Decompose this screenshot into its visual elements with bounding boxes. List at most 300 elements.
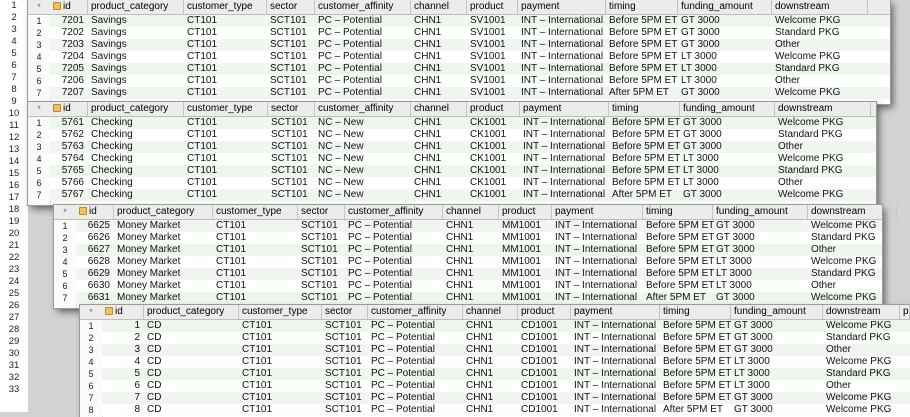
cell-payment[interactable]: INT – International	[523, 153, 606, 164]
cell-downstream[interactable]: Welcome PKG	[826, 404, 892, 415]
column-header-payment[interactable]	[552, 205, 643, 219]
row-index[interactable]: 4	[62, 257, 68, 267]
cell-downstream[interactable]: Other	[778, 141, 804, 152]
table-row[interactable]	[102, 356, 910, 368]
column-header-channel[interactable]	[463, 305, 518, 319]
cell-downstream[interactable]: Other	[811, 244, 837, 255]
cell-product[interactable]: MM1001	[502, 220, 541, 231]
cell-customer-affinity[interactable]: PC – Potential	[371, 320, 435, 331]
cell-customer-affinity[interactable]: PC – Potential	[318, 15, 382, 26]
cell-id[interactable]: 3	[134, 344, 140, 355]
cell-customer-affinity[interactable]: PC – Potential	[348, 244, 412, 255]
cell-product-category[interactable]: Money Market	[117, 268, 181, 279]
cell-funding-amount[interactable]: GT 3000	[734, 392, 773, 403]
cell-funding-amount[interactable]: GT 3000	[683, 117, 722, 128]
cell-timing[interactable]: Before 5PM ET	[663, 356, 732, 367]
table-row[interactable]	[102, 344, 910, 356]
cell-funding-amount[interactable]: GT 3000	[716, 292, 755, 303]
cell-product[interactable]: CK1001	[470, 153, 507, 164]
cell-timing[interactable]: Before 5PM ET	[609, 63, 678, 74]
column-header-customer-type[interactable]	[239, 305, 322, 319]
cell-product-category[interactable]: Money Market	[117, 256, 181, 267]
cell-channel[interactable]: CHN1	[466, 368, 494, 379]
column-header-product-category[interactable]	[114, 205, 213, 219]
cell-sector[interactable]: SCT101	[270, 39, 307, 50]
row-index[interactable]: 6	[62, 281, 68, 291]
cell-channel[interactable]: CHN1	[414, 51, 442, 62]
cell-payment[interactable]: INT – International	[555, 220, 638, 231]
column-header-downstream[interactable]	[808, 205, 897, 219]
cell-payment[interactable]: INT – International	[574, 356, 657, 367]
column-header-customer-affinity[interactable]	[315, 0, 411, 14]
cell-channel[interactable]: CHN1	[446, 220, 474, 231]
cell-sector[interactable]: SCT101	[270, 87, 307, 98]
cell-channel[interactable]: CHN1	[414, 27, 442, 38]
cell-downstream[interactable]: Other	[826, 380, 852, 391]
cell-downstream[interactable]: Welcome PKG	[811, 256, 877, 267]
cell-customer-affinity[interactable]: NC – New	[318, 153, 364, 164]
cell-funding-amount[interactable]: GT 3000	[683, 141, 722, 152]
cell-id[interactable]: 6631	[87, 292, 110, 303]
cell-timing[interactable]: Before 5PM ET	[646, 220, 715, 231]
cell-timing[interactable]: Before 5PM ET	[609, 15, 678, 26]
cell-funding-amount[interactable]: GT 3000	[716, 220, 755, 231]
cell-id[interactable]: 5	[134, 368, 140, 379]
column-header-funding-amount[interactable]	[731, 305, 823, 319]
table-row[interactable]	[50, 75, 890, 87]
cell-id[interactable]: 7	[134, 392, 140, 403]
column-header-downstream[interactable]	[772, 0, 868, 14]
column-header-product[interactable]	[467, 0, 518, 14]
cell-customer-type[interactable]: CT101	[187, 15, 218, 26]
column-header-channel[interactable]	[411, 0, 467, 14]
cell-product[interactable]: SV1001	[470, 15, 506, 26]
cell-id[interactable]: 2	[134, 332, 140, 343]
cell-id[interactable]: 5766	[61, 177, 84, 188]
cell-sector[interactable]: SCT101	[270, 63, 307, 74]
cell-product-category[interactable]: Money Market	[117, 220, 181, 231]
cell-product[interactable]: CD1001	[521, 380, 558, 391]
cell-timing[interactable]: Before 5PM ET	[609, 27, 678, 38]
cell-product-category[interactable]: Savings	[91, 75, 127, 86]
cell-product-category[interactable]: CD	[147, 404, 162, 415]
cell-customer-type[interactable]: CT101	[187, 189, 218, 200]
column-header-downstream[interactable]	[823, 305, 900, 319]
cell-id[interactable]: 6630	[87, 280, 110, 291]
cell-customer-affinity[interactable]: PC – Potential	[371, 356, 435, 367]
cell-timing[interactable]: Before 5PM ET	[646, 256, 715, 267]
column-header-downstream[interactable]	[775, 102, 871, 116]
cell-product-category[interactable]: CD	[147, 320, 162, 331]
cell-payment[interactable]: INT – International	[523, 189, 606, 200]
cell-product-category[interactable]: Money Market	[117, 244, 181, 255]
cell-customer-affinity[interactable]: PC – Potential	[371, 392, 435, 403]
cell-channel[interactable]: CHN1	[466, 332, 494, 343]
cell-id[interactable]: 7204	[61, 51, 84, 62]
cell-product-category[interactable]: Checking	[91, 165, 133, 176]
column-header-product[interactable]	[499, 205, 552, 219]
cell-timing[interactable]: Before 5PM ET	[663, 344, 732, 355]
cell-product[interactable]: SV1001	[470, 87, 506, 98]
cell-product-category[interactable]: Savings	[91, 87, 127, 98]
cell-funding-amount[interactable]: LT 3000	[716, 280, 752, 291]
cell-channel[interactable]: CHN1	[414, 75, 442, 86]
table-row[interactable]	[50, 117, 876, 129]
cell-timing[interactable]: Before 5PM ET	[612, 141, 681, 152]
cell-product[interactable]: CK1001	[470, 177, 507, 188]
cell-p[interactable]	[900, 344, 910, 356]
table-row[interactable]	[102, 332, 910, 344]
row-index[interactable]: 3	[62, 245, 68, 255]
cell-sector[interactable]: SCT101	[301, 256, 338, 267]
table-row[interactable]	[50, 87, 890, 99]
cell-timing[interactable]: Before 5PM ET	[646, 280, 715, 291]
cell-product[interactable]: MM1001	[502, 268, 541, 279]
cell-timing[interactable]: Before 5PM ET	[612, 117, 681, 128]
cell-channel[interactable]: CHN1	[414, 165, 442, 176]
cell-product[interactable]: MM1001	[502, 292, 541, 303]
cell-downstream[interactable]: Welcome PKG	[775, 87, 841, 98]
cell-downstream[interactable]: Welcome PKG	[775, 15, 841, 26]
cell-product[interactable]: CD1001	[521, 368, 558, 379]
cell-product-category[interactable]: Savings	[91, 27, 127, 38]
cell-timing[interactable]: Before 5PM ET	[612, 129, 681, 140]
cell-channel[interactable]: CHN1	[466, 320, 494, 331]
cell-timing[interactable]: Before 5PM ET	[663, 380, 732, 391]
cell-payment[interactable]: INT – International	[521, 27, 604, 38]
table-panel-money-market[interactable]	[54, 205, 882, 308]
cell-product-category[interactable]: Savings	[91, 39, 127, 50]
column-header-funding-amount[interactable]	[678, 0, 772, 14]
cell-funding-amount[interactable]: LT 3000	[683, 165, 719, 176]
cell-customer-affinity[interactable]: PC – Potential	[348, 292, 412, 303]
cell-customer-type[interactable]: CT101	[187, 165, 218, 176]
cell-product[interactable]: CK1001	[470, 141, 507, 152]
row-index[interactable]: 2	[88, 333, 94, 343]
table-row[interactable]	[76, 232, 882, 244]
row-index[interactable]: 2	[36, 130, 42, 140]
cell-sector[interactable]: SCT101	[325, 332, 362, 343]
cell-product-category[interactable]: Savings	[91, 63, 127, 74]
cell-timing[interactable]: Before 5PM ET	[609, 51, 678, 62]
cell-downstream[interactable]: Standard PKG	[778, 129, 843, 140]
table-row[interactable]	[50, 165, 876, 177]
cell-sector[interactable]: SCT101	[301, 292, 338, 303]
cell-product[interactable]: SV1001	[470, 63, 506, 74]
cell-funding-amount[interactable]: GT 3000	[683, 189, 722, 200]
cell-customer-affinity[interactable]: PC – Potential	[318, 63, 382, 74]
column-header-sector[interactable]	[267, 0, 315, 14]
cell-customer-affinity[interactable]: PC – Potential	[348, 232, 412, 243]
cell-payment[interactable]: INT – International	[521, 15, 604, 26]
cell-downstream[interactable]: Welcome PKG	[826, 356, 892, 367]
cell-funding-amount[interactable]: LT 3000	[734, 368, 770, 379]
column-header-timing[interactable]	[660, 305, 731, 319]
cell-id[interactable]: 5765	[61, 165, 84, 176]
row-index[interactable]: 1	[36, 118, 42, 128]
cell-product-category[interactable]: Money Market	[117, 292, 181, 303]
row-index[interactable]: 1	[62, 221, 68, 231]
row-index[interactable]: 5	[88, 369, 94, 379]
cell-customer-type[interactable]: CT101	[187, 87, 218, 98]
cell-customer-type[interactable]: CT101	[187, 141, 218, 152]
table-row[interactable]	[76, 256, 882, 268]
column-header-product-category[interactable]	[144, 305, 239, 319]
cell-sector[interactable]: SCT101	[271, 189, 308, 200]
cell-p[interactable]	[900, 368, 910, 380]
cell-customer-affinity[interactable]: NC – New	[318, 165, 364, 176]
cell-product-category[interactable]: CD	[147, 332, 162, 343]
cell-customer-type[interactable]: CT101	[216, 220, 247, 231]
cell-channel[interactable]: CHN1	[446, 232, 474, 243]
cell-channel[interactable]: CHN1	[446, 268, 474, 279]
table-row[interactable]	[76, 268, 882, 280]
cell-product[interactable]: MM1001	[502, 256, 541, 267]
column-header-product[interactable]	[467, 102, 520, 116]
cell-downstream[interactable]: Other	[778, 177, 804, 188]
table-row[interactable]	[102, 380, 910, 392]
cell-timing[interactable]: After 5PM ET	[663, 404, 724, 415]
cell-customer-type[interactable]: CT101	[242, 344, 273, 355]
cell-product[interactable]: SV1001	[470, 39, 506, 50]
cell-customer-affinity[interactable]: PC – Potential	[348, 280, 412, 291]
cell-payment[interactable]: INT – International	[574, 320, 657, 331]
cell-funding-amount[interactable]: LT 3000	[734, 356, 770, 367]
cell-channel[interactable]: CHN1	[414, 177, 442, 188]
cell-sector[interactable]: SCT101	[270, 15, 307, 26]
cell-channel[interactable]: CHN1	[466, 392, 494, 403]
cell-payment[interactable]: INT – International	[523, 177, 606, 188]
cell-product[interactable]: CD1001	[521, 404, 558, 415]
cell-funding-amount[interactable]: LT 3000	[681, 51, 717, 62]
column-header-customer-type[interactable]	[213, 205, 298, 219]
cell-customer-affinity[interactable]: NC – New	[318, 177, 364, 188]
cell-product[interactable]: CD1001	[521, 320, 558, 331]
cell-product[interactable]: SV1001	[470, 51, 506, 62]
cell-id[interactable]: 5764	[61, 153, 84, 164]
cell-customer-affinity[interactable]: NC – New	[318, 141, 364, 152]
cell-product-category[interactable]: Checking	[91, 129, 133, 140]
cell-customer-affinity[interactable]: PC – Potential	[371, 404, 435, 415]
cell-downstream[interactable]: Other	[826, 344, 852, 355]
cell-channel[interactable]: CHN1	[446, 280, 474, 291]
cell-funding-amount[interactable]: GT 3000	[734, 332, 773, 343]
cell-customer-type[interactable]: CT101	[242, 404, 273, 415]
cell-customer-affinity[interactable]: PC – Potential	[318, 39, 382, 50]
column-header-id[interactable]	[50, 102, 88, 116]
table-row[interactable]	[50, 189, 876, 201]
cell-funding-amount[interactable]: LT 3000	[683, 177, 719, 188]
cell-p[interactable]	[900, 392, 910, 404]
cell-funding-amount[interactable]: LT 3000	[734, 380, 770, 391]
cell-payment[interactable]: INT – International	[521, 51, 604, 62]
cell-downstream[interactable]: Standard PKG	[811, 232, 876, 243]
table-row[interactable]	[50, 129, 876, 141]
cell-customer-type[interactable]: CT101	[187, 63, 218, 74]
cell-id[interactable]: 6627	[87, 244, 110, 255]
column-header-customer-affinity[interactable]	[315, 102, 411, 116]
column-header-channel[interactable]	[443, 205, 499, 219]
cell-id[interactable]: 6629	[87, 268, 110, 279]
cell-downstream[interactable]: Welcome PKG	[778, 189, 844, 200]
cell-customer-affinity[interactable]: PC – Potential	[348, 268, 412, 279]
cell-product[interactable]: MM1001	[502, 244, 541, 255]
cell-timing[interactable]: Before 5PM ET	[646, 244, 715, 255]
cell-sector[interactable]: SCT101	[325, 392, 362, 403]
row-index[interactable]: 4	[36, 52, 42, 62]
row-index[interactable]: 4	[88, 357, 94, 367]
cell-sector[interactable]: SCT101	[325, 368, 362, 379]
cell-downstream[interactable]: Standard PKG	[778, 165, 843, 176]
cell-timing[interactable]: After 5PM ET	[646, 292, 707, 303]
cell-downstream[interactable]: Standard PKG	[826, 332, 891, 343]
row-index[interactable]: 6	[36, 178, 42, 188]
cell-downstream[interactable]: Other	[811, 280, 837, 291]
cell-product-category[interactable]: Checking	[91, 153, 133, 164]
cell-sector[interactable]: SCT101	[271, 129, 308, 140]
cell-id[interactable]: 7201	[61, 15, 84, 26]
cell-id[interactable]: 7206	[61, 75, 84, 86]
cell-timing[interactable]: Before 5PM ET	[612, 177, 681, 188]
cell-timing[interactable]: Before 5PM ET	[663, 320, 732, 331]
cell-payment[interactable]: INT – International	[555, 256, 638, 267]
cell-product-category[interactable]: Money Market	[117, 232, 181, 243]
row-index[interactable]: 3	[88, 345, 94, 355]
cell-customer-affinity[interactable]: PC – Potential	[371, 380, 435, 391]
cell-payment[interactable]: INT – International	[521, 75, 604, 86]
cell-customer-type[interactable]: CT101	[216, 292, 247, 303]
column-header-customer-type[interactable]	[184, 102, 268, 116]
cell-product-category[interactable]: Savings	[91, 51, 127, 62]
cell-sector[interactable]: SCT101	[271, 117, 308, 128]
cell-channel[interactable]: CHN1	[414, 63, 442, 74]
cell-product-category[interactable]: Checking	[91, 141, 133, 152]
cell-customer-affinity[interactable]: PC – Potential	[318, 51, 382, 62]
cell-channel[interactable]: CHN1	[414, 117, 442, 128]
column-header-payment[interactable]	[518, 0, 606, 14]
cell-timing[interactable]: Before 5PM ET	[663, 392, 732, 403]
column-header-sector[interactable]	[298, 205, 345, 219]
cell-p[interactable]	[900, 380, 910, 392]
cell-customer-type[interactable]: CT101	[187, 51, 218, 62]
cell-payment[interactable]: INT – International	[521, 63, 604, 74]
table-row[interactable]	[50, 63, 890, 75]
column-header-customer-affinity[interactable]	[368, 305, 463, 319]
cell-sector[interactable]: SCT101	[325, 356, 362, 367]
cell-customer-type[interactable]: CT101	[187, 75, 218, 86]
cell-timing[interactable]: Before 5PM ET	[646, 268, 715, 279]
cell-sector[interactable]: SCT101	[270, 75, 307, 86]
cell-funding-amount[interactable]: GT 3000	[734, 344, 773, 355]
cell-customer-type[interactable]: CT101	[242, 368, 273, 379]
cell-funding-amount[interactable]: GT 3000	[681, 27, 720, 38]
cell-customer-type[interactable]: CT101	[187, 117, 218, 128]
cell-customer-type[interactable]: CT101	[216, 256, 247, 267]
column-header-id[interactable]	[102, 305, 144, 319]
cell-channel[interactable]: CHN1	[466, 380, 494, 391]
column-header-id[interactable]	[50, 0, 88, 14]
cell-id[interactable]: 6	[134, 380, 140, 391]
row-index[interactable]: 5	[62, 269, 68, 279]
cell-sector[interactable]: SCT101	[325, 344, 362, 355]
column-header-sector[interactable]	[322, 305, 368, 319]
cell-customer-affinity[interactable]: PC – Potential	[348, 256, 412, 267]
table-row[interactable]	[76, 220, 882, 232]
cell-customer-type[interactable]: CT101	[187, 177, 218, 188]
cell-customer-affinity[interactable]: PC – Potential	[318, 27, 382, 38]
cell-timing[interactable]: After 5PM ET	[612, 189, 673, 200]
cell-id[interactable]: 6626	[87, 232, 110, 243]
table-row[interactable]	[76, 292, 882, 304]
cell-timing[interactable]: After 5PM ET	[609, 87, 670, 98]
cell-funding-amount[interactable]: GT 3000	[681, 39, 720, 50]
column-header-funding-amount[interactable]	[680, 102, 775, 116]
cell-id[interactable]: 1	[134, 320, 140, 331]
cell-product[interactable]: MM1001	[502, 280, 541, 291]
cell-product[interactable]: SV1001	[470, 27, 506, 38]
cell-customer-type[interactable]: CT101	[187, 153, 218, 164]
table-row[interactable]	[50, 39, 890, 51]
column-header-payment[interactable]	[520, 102, 609, 116]
cell-id[interactable]: 5763	[61, 141, 84, 152]
cell-payment[interactable]: INT – International	[523, 165, 606, 176]
cell-sector[interactable]: SCT101	[271, 165, 308, 176]
cell-sector[interactable]: SCT101	[325, 320, 362, 331]
cell-customer-affinity[interactable]: PC – Potential	[371, 332, 435, 343]
cell-downstream[interactable]: Other	[775, 39, 801, 50]
cell-timing[interactable]: Before 5PM ET	[609, 75, 678, 86]
cell-downstream[interactable]: Standard PKG	[826, 368, 891, 379]
table-row[interactable]	[50, 15, 890, 27]
column-header-customer-affinity[interactable]	[345, 205, 443, 219]
cell-channel[interactable]: CHN1	[414, 129, 442, 140]
cell-payment[interactable]: INT – International	[555, 280, 638, 291]
cell-payment[interactable]: INT – International	[555, 232, 638, 243]
cell-id[interactable]: 6625	[87, 220, 110, 231]
row-index[interactable]: 5	[36, 166, 42, 176]
cell-customer-type[interactable]: CT101	[242, 380, 273, 391]
cell-product[interactable]: CD1001	[521, 392, 558, 403]
cell-timing[interactable]: Before 5PM ET	[612, 153, 681, 164]
row-index[interactable]: 7	[36, 88, 42, 98]
column-header-funding-amount[interactable]	[713, 205, 808, 219]
cell-product[interactable]: CK1001	[470, 117, 507, 128]
cell-channel[interactable]: CHN1	[446, 256, 474, 267]
cell-funding-amount[interactable]: GT 3000	[681, 87, 720, 98]
cell-sector[interactable]: SCT101	[271, 141, 308, 152]
cell-sector[interactable]: SCT101	[301, 244, 338, 255]
cell-timing[interactable]: Before 5PM ET	[609, 39, 678, 50]
cell-funding-amount[interactable]: GT 3000	[716, 232, 755, 243]
cell-customer-type[interactable]: CT101	[187, 27, 218, 38]
table-panel-savings[interactable]	[28, 0, 890, 104]
cell-channel[interactable]: CHN1	[414, 39, 442, 50]
cell-payment[interactable]: INT – International	[555, 244, 638, 255]
cell-sector[interactable]: SCT101	[301, 220, 338, 231]
cell-customer-affinity[interactable]: PC – Potential	[348, 220, 412, 231]
cell-sector[interactable]: SCT101	[270, 27, 307, 38]
table-row[interactable]	[50, 141, 876, 153]
row-index[interactable]: 2	[36, 28, 42, 38]
cell-funding-amount[interactable]: GT 3000	[716, 244, 755, 255]
cell-product-category[interactable]: Checking	[91, 117, 133, 128]
cell-p[interactable]	[900, 320, 910, 332]
cell-id[interactable]: 8	[134, 404, 140, 415]
cell-funding-amount[interactable]: LT 3000	[683, 153, 719, 164]
column-header-payment[interactable]	[571, 305, 660, 319]
column-header-product-category[interactable]	[88, 102, 184, 116]
table-row[interactable]	[76, 244, 882, 256]
